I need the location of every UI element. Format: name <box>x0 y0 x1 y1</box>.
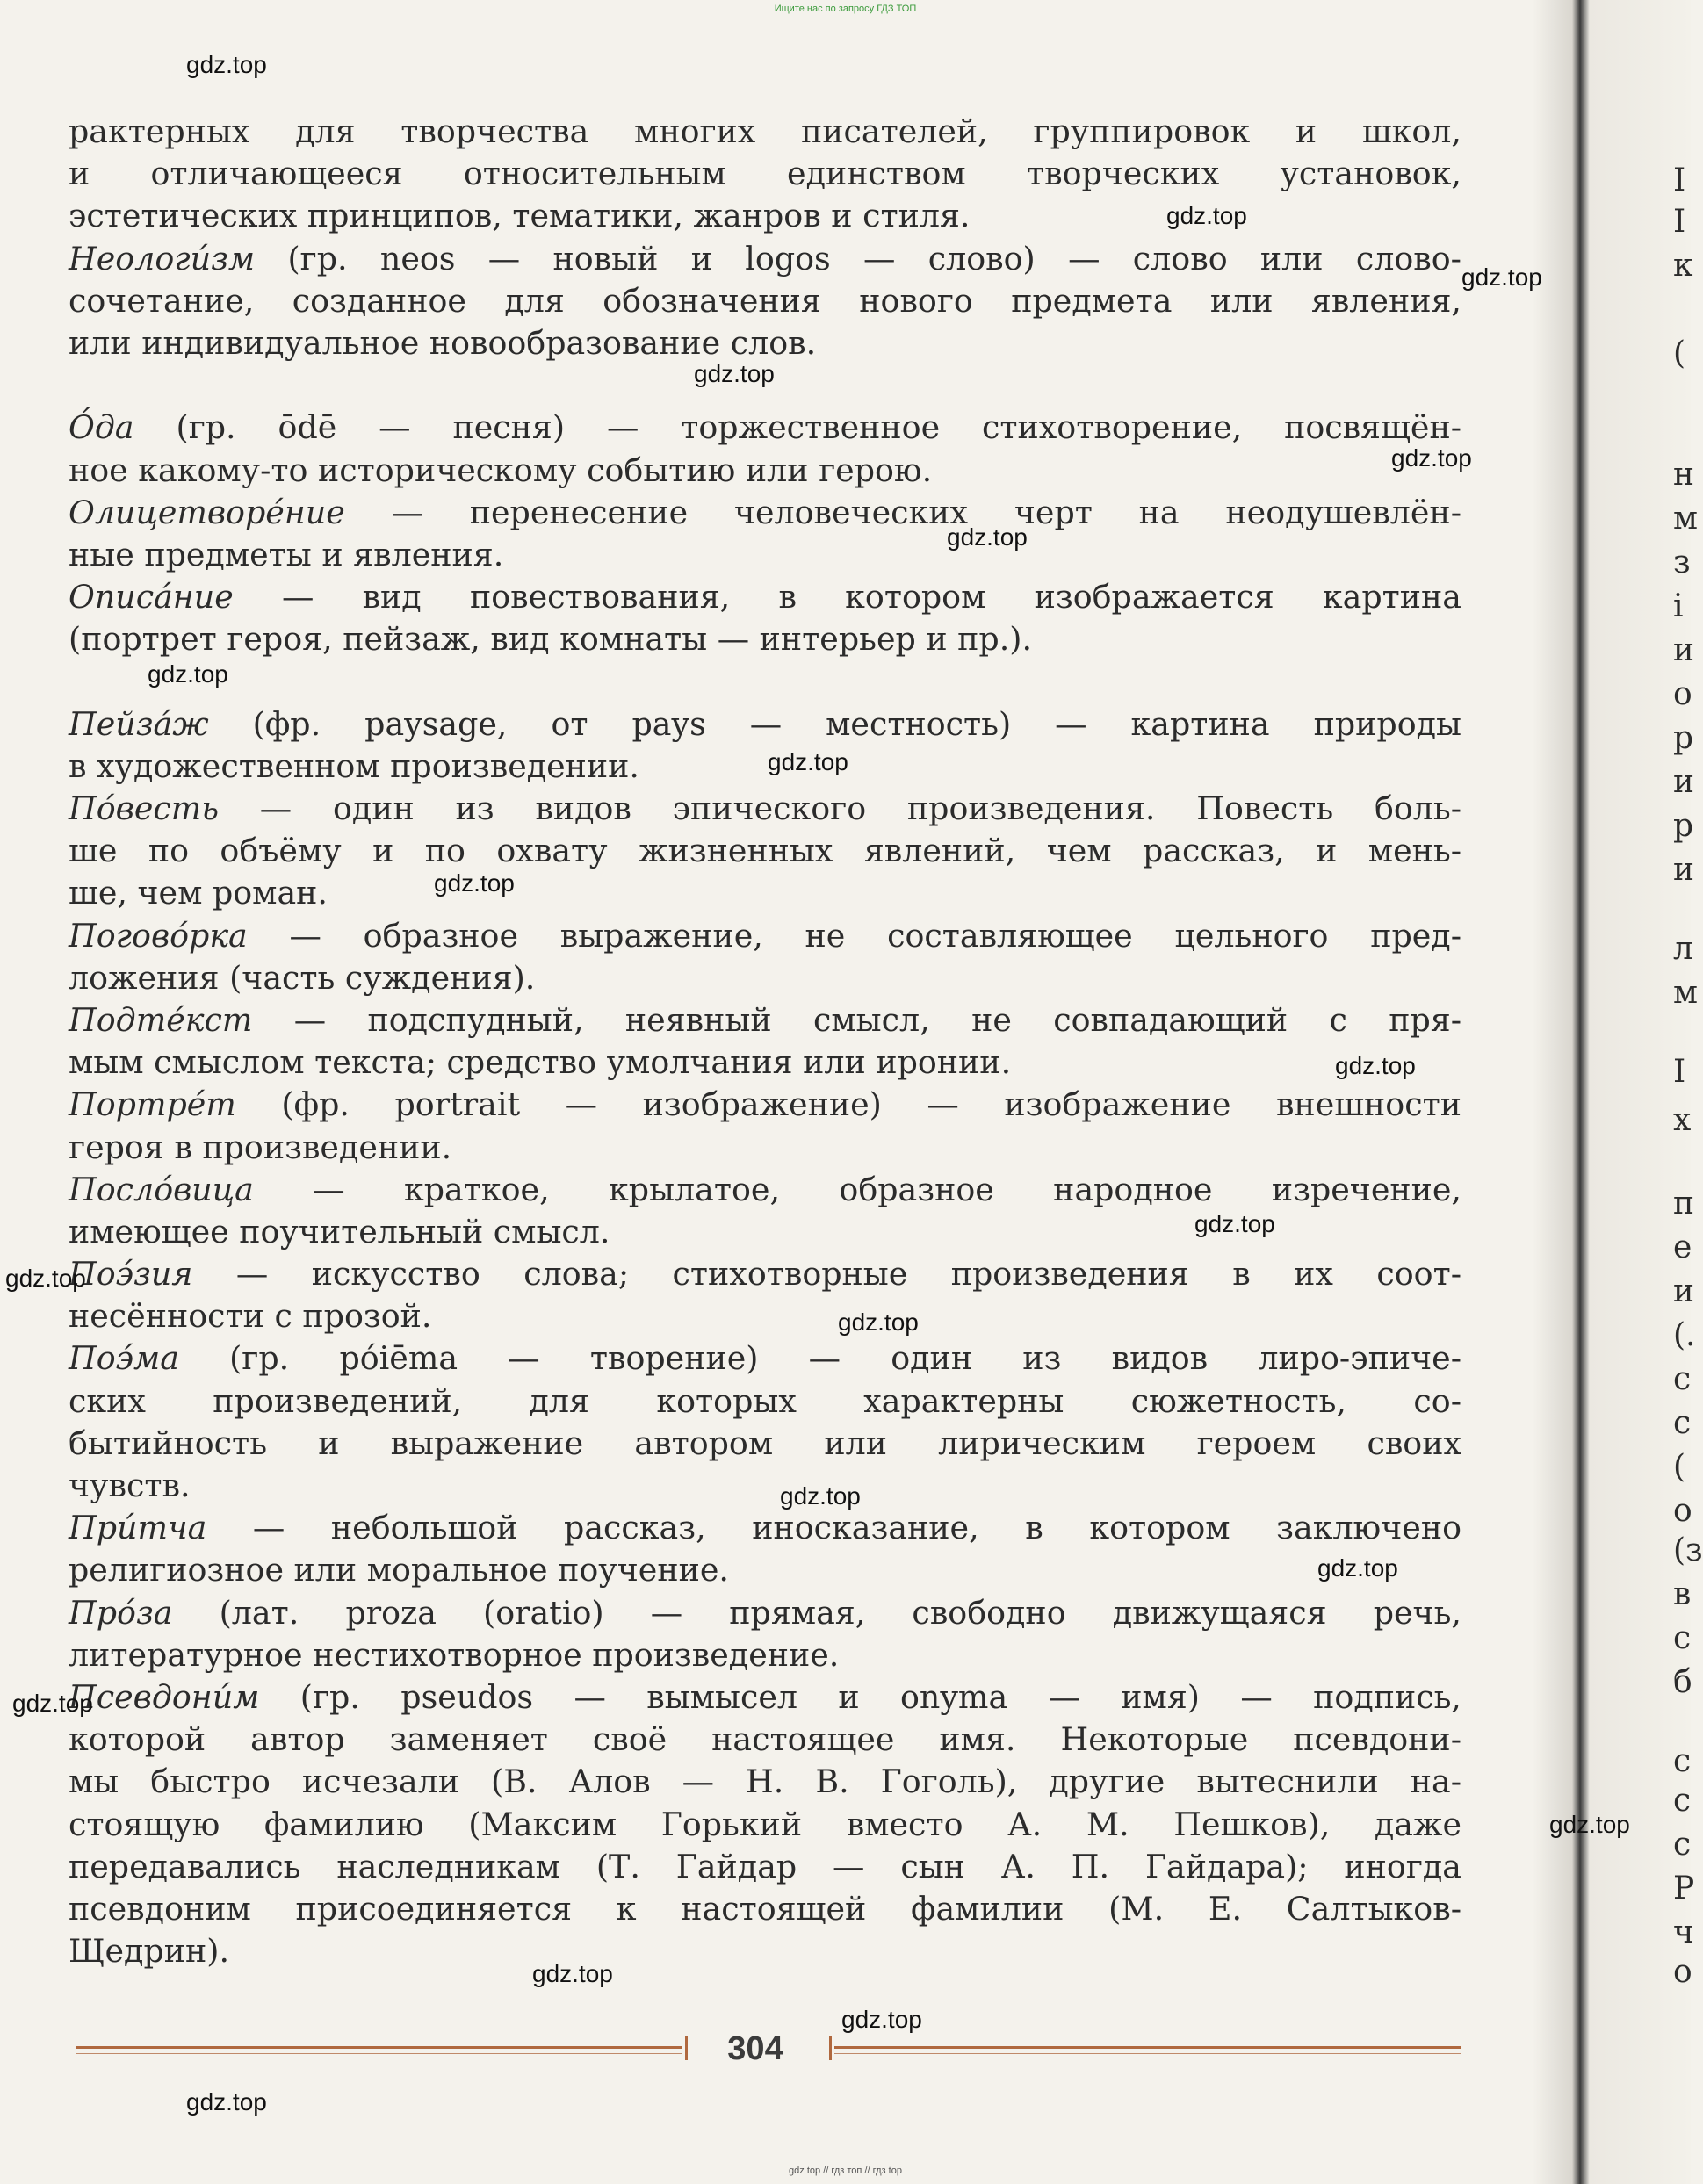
glossary-entry-neologism <box>69 238 1461 280</box>
definition: — искусство слова; стихотворные произведения в их соот- <box>192 1255 1461 1294</box>
definition: (гр. póiēma — творение) — один из видов лиро-эпиче- <box>178 1339 1461 1378</box>
glossary-entry-subtext <box>69 999 1461 1042</box>
watermark[interactable]: gdz.top <box>841 2006 922 2033</box>
glossary-entry-landscape <box>69 703 1461 746</box>
definition: — краткое, крылатое, образное народное изречение, <box>253 1170 1461 1208</box>
glossary-entry-proverb <box>69 1169 1461 1211</box>
glossary-entry-description <box>69 576 1461 618</box>
definition: — вид повествования, в котором изображается картина <box>233 578 1461 616</box>
right-page-letter: с <box>1673 1743 1692 1779</box>
right-page-letter: Ι <box>1673 1054 1686 1090</box>
glossary-entry-personification <box>69 492 1461 534</box>
text-line: или индивидуальное новообразование слов. <box>69 323 817 362</box>
right-page-letter: ( <box>1673 1449 1686 1485</box>
watermark[interactable]: gdz.top <box>1335 1052 1416 1079</box>
book-gutter <box>1533 0 1694 2184</box>
right-page-letter: б <box>1673 1664 1692 1700</box>
text-line: чувств. <box>69 1467 191 1504</box>
right-page-letter: о <box>1673 1493 1692 1529</box>
text-line: стоящую фамилию (Максим Горький вместо А. М. Пешков), даже <box>69 1805 1461 1843</box>
term: Описа́ние <box>69 578 234 616</box>
term: Про́за <box>69 1593 173 1632</box>
right-page-letter: и <box>1673 632 1694 668</box>
term: Подте́кст <box>69 1000 253 1039</box>
text-line: имеющее поучительный смысл. <box>69 1212 610 1251</box>
right-page-letter: к <box>1673 248 1693 284</box>
watermark[interactable]: gdz.top <box>1166 202 1247 229</box>
right-page-letter: и <box>1673 764 1694 800</box>
footer-rule-tick <box>829 2036 832 2060</box>
adjacent-page-edge <box>1673 0 1703 2184</box>
text-line: передавались наследникам (Т. Гайдар — сын А. П. Гайдара); иногда <box>69 1847 1461 1885</box>
term: Псевдони́м <box>69 1677 260 1716</box>
right-page-letter: р <box>1673 720 1694 756</box>
watermark[interactable]: gdz.top <box>838 1308 919 1336</box>
right-page-letter: і <box>1673 588 1684 624</box>
watermark[interactable]: gdz.top <box>532 1960 613 1987</box>
watermark[interactable]: gdz.top <box>1194 1210 1275 1237</box>
right-page-letter: р <box>1673 808 1694 844</box>
definition: — небольшой рассказ, иносказание, в котором заключено <box>206 1509 1461 1547</box>
watermark[interactable]: gdz.top <box>768 748 848 775</box>
definition: (гр. neos — новый и logos — слово) — слово или слово- <box>287 239 1461 278</box>
glossary-entry-pseudonym <box>69 1676 1461 1719</box>
text-line: сочетание, созданное для обозначения нового предмета или явления, <box>69 281 1461 320</box>
text-line: ше по объёму и по охвату жизненных явлений, чем рассказ, и мень- <box>69 832 1461 870</box>
glossary-entry-portrait <box>69 1084 1461 1126</box>
term: Портре́т <box>69 1085 236 1124</box>
text-line: в художественном произведении. <box>69 746 640 785</box>
right-page-letter: Ι <box>1673 162 1686 198</box>
right-page-letter: м <box>1673 501 1699 537</box>
right-page-letter: н <box>1673 457 1694 493</box>
definition: (гр. ōdē — песня) — торжественное стихотворение, посвящён- <box>133 408 1461 447</box>
right-page-letter: с <box>1673 1783 1692 1819</box>
definition: — перенесение человеческих черт на неодушевлён- <box>344 493 1461 531</box>
definition: — один из видов эпического произведения. Повесть боль- <box>219 789 1461 827</box>
text-line: бытийность и выражение автором или лирическим героем своих <box>69 1424 1461 1462</box>
glossary-entry-novella <box>69 788 1461 830</box>
definition: (гр. pseudos — вымысел и onyma — имя) — подпись, <box>259 1677 1461 1716</box>
text-line: ное какому-то историческому событию или герою. <box>69 450 933 489</box>
footer-rule-right-thin <box>834 2053 1461 2054</box>
watermark[interactable]: gdz.top <box>148 660 228 688</box>
term: Посло́вица <box>69 1170 254 1208</box>
term: Олицетворе́ние <box>69 493 345 531</box>
glossary-entry-parable <box>69 1507 1461 1549</box>
right-page-letter: (. <box>1673 1317 1696 1353</box>
watermark[interactable]: gdz.top <box>186 2088 267 2116</box>
watermark[interactable]: gdz.top <box>780 1482 861 1510</box>
right-page-letter: в <box>1673 1576 1692 1612</box>
top-banner[interactable]: Ищите нас по запросу ГДЗ ТОП <box>774 4 917 14</box>
text-line: псевдоним присоединяется к настоящей фамилии (М. Е. Салтыков- <box>69 1889 1461 1928</box>
watermark[interactable]: gdz.top <box>434 869 515 897</box>
text-line: ные предметы и явления. <box>69 535 504 573</box>
text-line: рактерных для творчества многих писателей, группировок и школ, <box>69 112 1461 150</box>
right-page-letter: х <box>1673 1102 1692 1138</box>
term: Неологи́зм <box>69 239 256 278</box>
text-line: ложения (часть суждения). <box>69 958 536 997</box>
watermark[interactable]: gdz.top <box>1391 444 1472 472</box>
term: Поэ́ма <box>69 1339 179 1378</box>
text-line: несённости с прозой. <box>69 1297 432 1336</box>
definition: (лат. proza (oratio) — прямая, свободно движущаяся речь, <box>172 1593 1461 1632</box>
right-page-letter: (з <box>1673 1532 1703 1568</box>
text-line: мым смыслом текста; средство умолчания или иронии. <box>69 1043 1012 1082</box>
watermark[interactable]: gdz.top <box>5 1265 86 1292</box>
text-line: героя в произведении. <box>69 1128 452 1166</box>
glossary-entry-saying <box>69 915 1461 957</box>
right-page-letter: с <box>1673 1361 1692 1397</box>
footer-rule-tick <box>685 2036 688 2060</box>
text-line: религиозное или моральное поучение. <box>69 1551 729 1589</box>
right-page-letter: и <box>1673 1273 1694 1309</box>
text-line: и отличающееся относительным единством творческих установок, <box>69 155 1461 193</box>
right-page-letter: о <box>1673 676 1692 712</box>
right-page-letter: ( <box>1673 335 1686 371</box>
right-page-letter: п <box>1673 1186 1694 1222</box>
watermark[interactable]: gdz.top <box>186 51 267 78</box>
term: По́весть <box>69 789 220 827</box>
text-line: (портрет героя, пейзаж, вид комнаты — интерьер и пр.). <box>69 620 1033 659</box>
watermark[interactable]: gdz.top <box>694 360 775 387</box>
watermark[interactable]: gdz.top <box>947 523 1028 551</box>
term: Поэ́зия <box>69 1255 193 1294</box>
right-page-letter: е <box>1673 1229 1692 1265</box>
right-page-letter: и <box>1673 852 1694 888</box>
term: О́да <box>69 408 134 447</box>
definition: — образное выражение, не составляющее цельного пред- <box>247 916 1461 955</box>
text-line: которой автор заменяет своё настоящее имя. Некоторые псевдони- <box>69 1720 1461 1759</box>
right-page-letter: м <box>1673 975 1699 1011</box>
glossary-entry-oda <box>69 407 1461 449</box>
watermark[interactable]: gdz.top <box>1461 263 1542 291</box>
bottom-banner[interactable]: gdz top // гдз топ // гдз top <box>789 2166 902 2176</box>
glossary-entry-poem <box>69 1337 1461 1380</box>
right-page-letter: с <box>1673 1405 1692 1441</box>
term: Погово́рка <box>69 916 248 955</box>
right-page-letter: л <box>1673 931 1693 967</box>
text-line: ше, чем роман. <box>69 874 328 912</box>
text-line: ских произведений, для которых характерны сюжетность, со- <box>69 1381 1461 1420</box>
glossary-text <box>69 111 1461 1972</box>
text-line: эстетических принципов, тематики, жанров и стиля. <box>69 197 971 235</box>
definition: (фр. paysage, от pays — местность) — картина природы <box>208 704 1461 743</box>
watermark[interactable]: gdz.top <box>12 1690 93 1717</box>
spacer <box>69 660 1461 703</box>
right-page-letter: с <box>1673 1620 1692 1656</box>
text-line: литературное нестихотворное произведение. <box>69 1635 840 1674</box>
right-page-letter: Р <box>1673 1870 1695 1906</box>
term: При́тча <box>69 1509 207 1547</box>
definition: — подспудный, неявный смысл, не совпадающий с пря- <box>252 1000 1461 1039</box>
definition: (фр. portrait — изображение) — изображение внешности <box>235 1085 1461 1124</box>
right-page-letter: ч <box>1673 1914 1694 1950</box>
text-line: Щедрин). <box>69 1932 230 1971</box>
text-line: мы быстро исчезали (В. Алов — Н. В. Гоголь), другие вытеснили на- <box>69 1762 1461 1801</box>
glossary-entry-prose <box>69 1592 1461 1634</box>
footer-rule-left-thin <box>76 2053 682 2054</box>
footer-rule-left <box>76 2046 682 2049</box>
right-page-letter: з <box>1673 544 1691 580</box>
watermark[interactable]: gdz.top <box>1317 1554 1398 1582</box>
right-page-letter: с <box>1673 1827 1692 1863</box>
right-page-letter: I <box>1673 204 1686 240</box>
glossary-entry-poetry <box>69 1253 1461 1295</box>
watermark[interactable]: gdz.top <box>1549 1811 1630 1838</box>
right-page-letter: о <box>1673 1954 1692 1990</box>
footer-rule-right <box>834 2046 1461 2049</box>
term: Пейза́ж <box>69 704 209 743</box>
page-number: 304 <box>727 2030 783 2067</box>
